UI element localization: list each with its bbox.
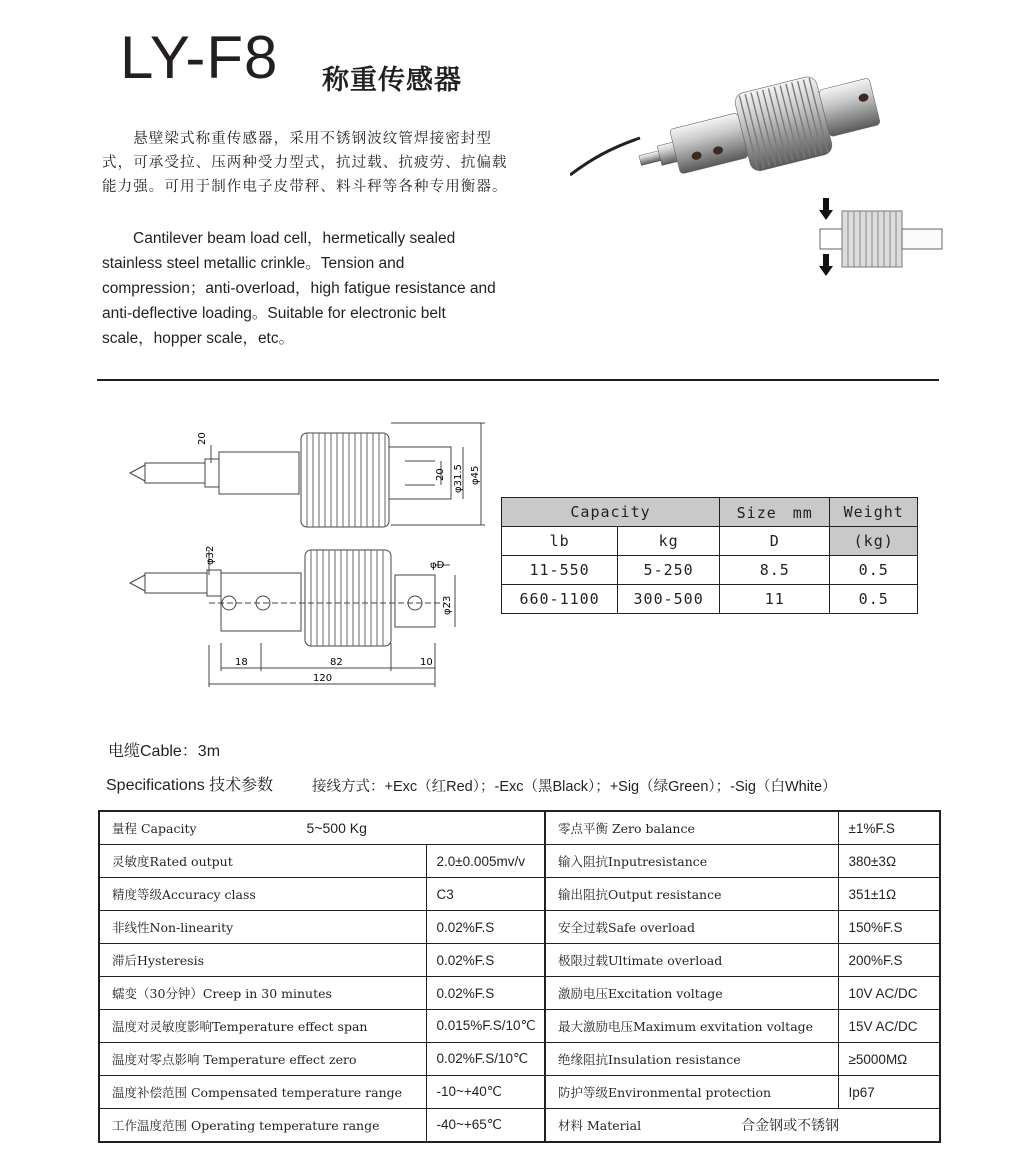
spec-value: 0.015%F.S/10℃ <box>426 1010 545 1043</box>
dim-phi45: φ45 <box>470 465 481 485</box>
col-capacity: Capacity <box>502 498 720 527</box>
spec-label: 温度对灵敏度影响Temperature effect span <box>99 1010 426 1043</box>
col-weight: Weight <box>830 498 918 527</box>
spec-heading: Specifications 技术参数 <box>106 777 274 794</box>
spec-label: 温度补偿范围 Compensated temperature range <box>99 1076 426 1109</box>
spec-value: 0.02%F.S/10℃ <box>426 1043 545 1076</box>
spec-table <box>98 810 941 1143</box>
description-cn-line: 能力强。可用于制作电子皮带秤、料斗秤等各种专用衡器。 <box>102 179 508 195</box>
spec-label: 防护等级Environmental protection <box>545 1076 838 1109</box>
spec-value: ≥5000MΩ <box>838 1043 940 1076</box>
dim-82: 82 <box>330 657 343 668</box>
table-row <box>99 944 940 977</box>
table-row <box>99 1043 940 1076</box>
spec-label: 温度对零点影响 Temperature effect zero <box>99 1043 426 1076</box>
spec-label: 输出阻抗Output resistance <box>545 878 838 911</box>
spec-value: 0.02%F.S <box>426 944 545 977</box>
section-divider <box>97 379 939 381</box>
description-cn-line: 式，可承受拉、压两种受力型式，抗过载、抗疲劳、抗偏载 <box>102 155 508 171</box>
spec-value: 0.02%F.S <box>426 977 545 1010</box>
spec-label: 滞后Hysteresis <box>99 944 426 977</box>
spec-label: 最大激励电压Maximum exvitation voltage <box>545 1010 838 1043</box>
capacity-table <box>501 497 918 614</box>
dim-phi23: φ23 <box>442 595 453 615</box>
spec-value: -40~+65℃ <box>426 1109 545 1143</box>
spec-value: ±1%F.S <box>838 811 940 845</box>
table-row <box>99 977 940 1010</box>
spec-label: 灵敏度Rated output <box>99 845 426 878</box>
table-row <box>99 1109 940 1143</box>
table-row <box>99 1010 940 1043</box>
description-en-line: scale，hopper scale，etc。 <box>102 330 295 347</box>
description-en-line: anti-deflective loading。Suitable for electronic belt <box>102 305 446 322</box>
dim-120: 120 <box>313 673 333 684</box>
spec-label: 零点平衡 Zero balance <box>545 811 838 845</box>
product-name: 称重传感器 <box>322 65 462 96</box>
table-row: 11-550 5-250 8.5 0.5 <box>502 556 918 585</box>
col-weight-unit: (kg) <box>830 527 918 556</box>
col-kg: kg <box>618 527 720 556</box>
dim-20-top: 20 <box>197 432 208 445</box>
description-en-line: stainless steel metallic crinkle。Tension and <box>102 255 405 272</box>
spec-value: 351±1Ω <box>838 878 940 911</box>
load-cell-photo <box>570 70 900 195</box>
dim-18: 18 <box>235 657 248 668</box>
dim-phiD: φD <box>430 560 445 571</box>
table-row: 660-1100 300-500 11 0.5 <box>502 585 918 614</box>
spec-label: 激励电压Excitation voltage <box>545 977 838 1010</box>
dim-phi31-5: φ31.5 <box>453 464 464 493</box>
spec-label: 工作温度范围 Operating temperature range <box>99 1109 426 1143</box>
spec-material: 材料 Material 合金钢或不锈钢 <box>545 1109 940 1143</box>
spec-label: 非线性Non-linearity <box>99 911 426 944</box>
spec-value: 10V AC/DC <box>838 977 940 1010</box>
dim-10: 10 <box>420 657 433 668</box>
spec-capacity: 量程 Capacity 5~500 Kg <box>99 811 545 845</box>
table-row <box>99 845 940 878</box>
spec-label: 极限过载Ultimate overload <box>545 944 838 977</box>
table-row <box>99 1076 940 1109</box>
spec-label: 输入阻抗Inputresistance <box>545 845 838 878</box>
table-row <box>99 911 940 944</box>
spec-label: 精度等级Accuracy class <box>99 878 426 911</box>
spec-value: C3 <box>426 878 545 911</box>
product-model: LY-F8 <box>120 24 279 91</box>
wiring-info: 接线方式：+Exc（红Red）；-Exc（黑Black）；+Sig（绿Green）；-Sig（白White） <box>312 779 837 795</box>
spec-value: 0.02%F.S <box>426 911 545 944</box>
arrow-down-icon <box>819 254 833 276</box>
spec-value: 15V AC/DC <box>838 1010 940 1043</box>
arrow-down-icon <box>819 198 833 220</box>
technical-drawing <box>125 415 485 690</box>
spec-value: 2.0±0.005mv/v <box>426 845 545 878</box>
table-row <box>99 878 940 911</box>
description-en-line: Cantilever beam load cell，hermetically sealed <box>102 230 456 247</box>
spec-value: 200%F.S <box>838 944 940 977</box>
load-direction-diagram <box>812 190 947 285</box>
spec-label: 安全过载Safe overload <box>545 911 838 944</box>
col-size: Size mm <box>720 498 830 527</box>
col-d: D <box>720 527 830 556</box>
spec-label: 绝缘阻抗Insulation resistance <box>545 1043 838 1076</box>
spec-label: 蠕变（30分钟）Creep in 30 minutes <box>99 977 426 1010</box>
table-row <box>99 811 940 845</box>
spec-value: 150%F.S <box>838 911 940 944</box>
description-cn-line: 悬壁梁式称重传感器，采用不锈钢波纹管焊接密封型 <box>102 131 492 147</box>
spec-value: Ip67 <box>838 1076 940 1109</box>
dim-phi32: φ32 <box>205 545 216 565</box>
description-en-line: compression；anti-overload，high fatigue resistance and <box>102 280 496 297</box>
dim-20-mid: 20 <box>435 468 446 481</box>
spec-value: 380±3Ω <box>838 845 940 878</box>
col-lb: lb <box>502 527 618 556</box>
cable-length: 电缆Cable：3m <box>108 743 221 760</box>
spec-value: -10~+40℃ <box>426 1076 545 1109</box>
